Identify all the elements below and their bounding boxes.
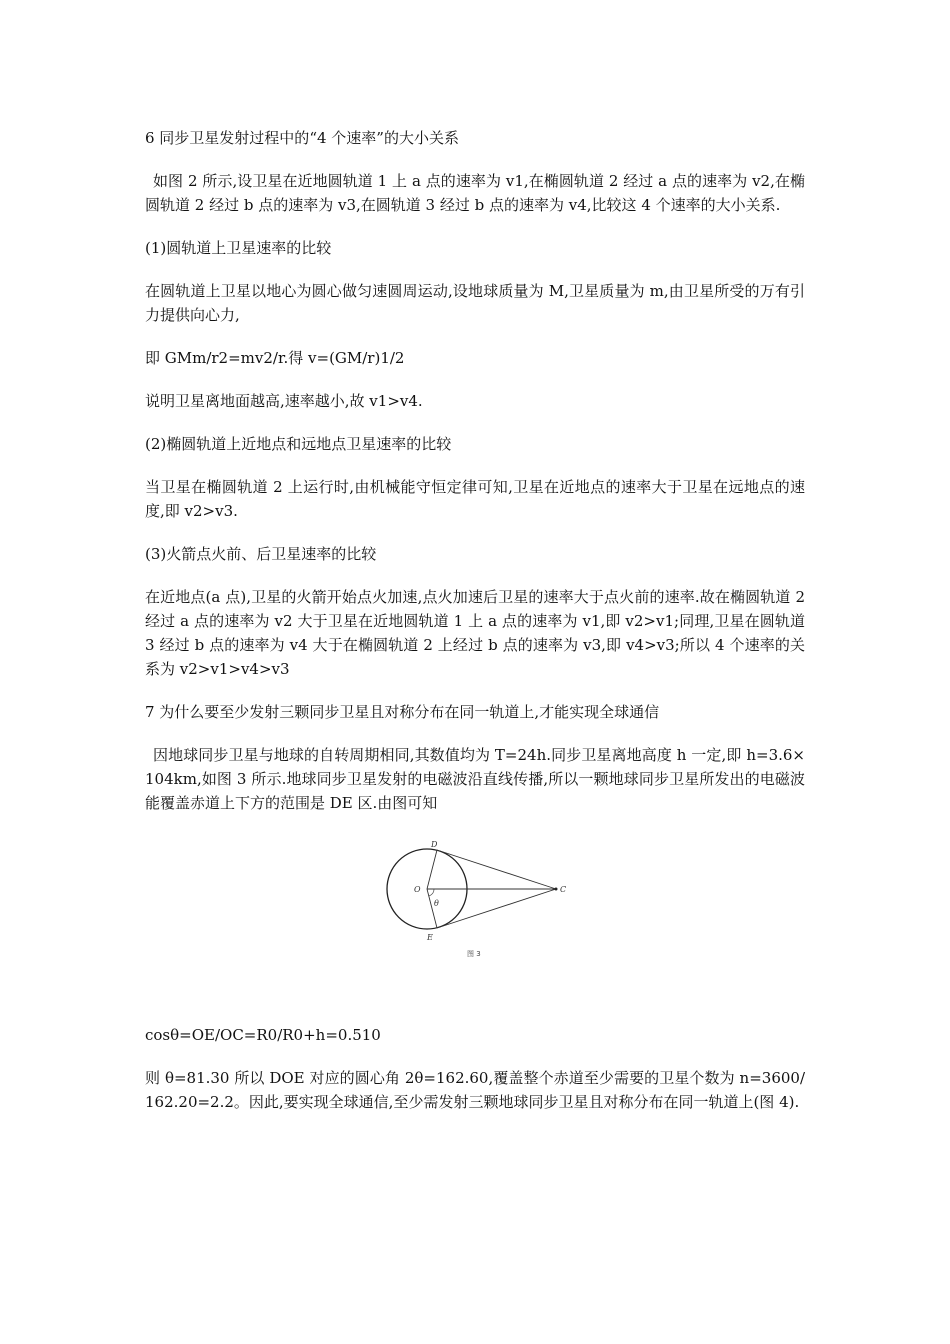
label-d: D [431, 840, 438, 849]
subheading-3: (3)火箭点火前、后卫星速率的比较 [145, 545, 377, 563]
paragraph-cos-theta: cosθ=OE/OC=R0/R0+h=0.510 [145, 1026, 381, 1044]
label-theta: θ [434, 899, 439, 908]
radius-od [427, 850, 437, 889]
paragraph-global-coverage: 因地球同步卫星与地球的自转周期相同,其数值均为 T=24h.同步卫星离地高度 h 一定,即 h=3.6×104km,如图 3 所示.地球同步卫星发射的电磁波沿直线传播,所以一颗地球同步卫星所发出的电磁波能覆盖赤道上下方的范围是 DE 区.由图可知 [145, 746, 805, 812]
paragraph-elliptical-orbit: 当卫星在椭圆轨道 2 上运行时,由机械能守恒定律可知,卫星在近地点的速率大于卫星在远地点的速度,即 v2>v3. [145, 478, 805, 520]
label-o: O [414, 885, 421, 894]
paragraph-intro-four-speeds: 如图 2 所示,设卫星在近地圆轨道 1 上 a 点的速率为 v1,在椭圆轨道 2 经过 a 点的速率为 v2,在椭圆轨道 2 经过 b 点的速率为 v3,在圆轨道 3 经过 b 点的速率为 v4,比较这 4 个速率的大小关系. [145, 172, 805, 214]
label-c: C [560, 885, 567, 894]
paragraph-circular-orbit: 在圆轨道上卫星以地心为圆心做匀速圆周运动,设地球质量为 M,卫星质量为 m,由卫星所受的万有引力提供向心力, [145, 282, 805, 324]
paragraph-formula: 即 GMm/r2=mv2/r.得 v=(GM/r)1/2 [145, 349, 405, 367]
figure-3-diagram [383, 839, 573, 964]
subheading-1: (1)圆轨道上卫星速率的比较 [145, 239, 332, 257]
point-c [555, 888, 558, 891]
subheading-2: (2)椭圆轨道上近地点和远地点卫星速率的比较 [145, 435, 452, 453]
section-heading-6: 6 同步卫星发射过程中的“4 个速率”的大小关系 [145, 129, 459, 147]
document-body [145, 126, 805, 1133]
paragraph-ignition: 在近地点(a 点),卫星的火箭开始点火加速,点火加速后卫星的速率大于点火前的速率.故在椭圆轨道 2 经过 a 点的速率为 v2 大于卫星在近地圆轨道 1 上 a 点的速率为 v1,即 v2>v1;同理,卫星在圆轨道 3 经过 b 点的速率为 v4 大于在椭圆轨道 2 上经过 b 点的速率为 v3,即 v4>v3;所以 4 个速率的关系为 v2>v1>v4>v3 [145, 588, 805, 678]
paragraph-conclusion-v1-v4: 说明卫星离地面越高,速率越小,故 v1>v4. [145, 392, 423, 410]
section-heading-7: 7 为什么要至少发射三颗同步卫星且对称分布在同一轨道上,才能实现全球通信 [145, 703, 660, 721]
label-e: E [427, 933, 433, 942]
figure-caption: 图 3 [467, 950, 481, 958]
paragraph-satellite-count: 则 θ=81.30 所以 DOE 对应的圆心角 2θ=162.60,覆盖整个赤道至少需要的卫星个数为 n=3600/162.20=2.2。因此,要实现全球通信,至少需发射三颗地球同步卫星且对称分布在同一轨道上(图 4). [145, 1069, 805, 1111]
tangent-line-ce [437, 889, 556, 928]
figure-3 [145, 839, 805, 989]
tangent-line-cd [437, 850, 556, 889]
theta-arc [429, 889, 434, 896]
